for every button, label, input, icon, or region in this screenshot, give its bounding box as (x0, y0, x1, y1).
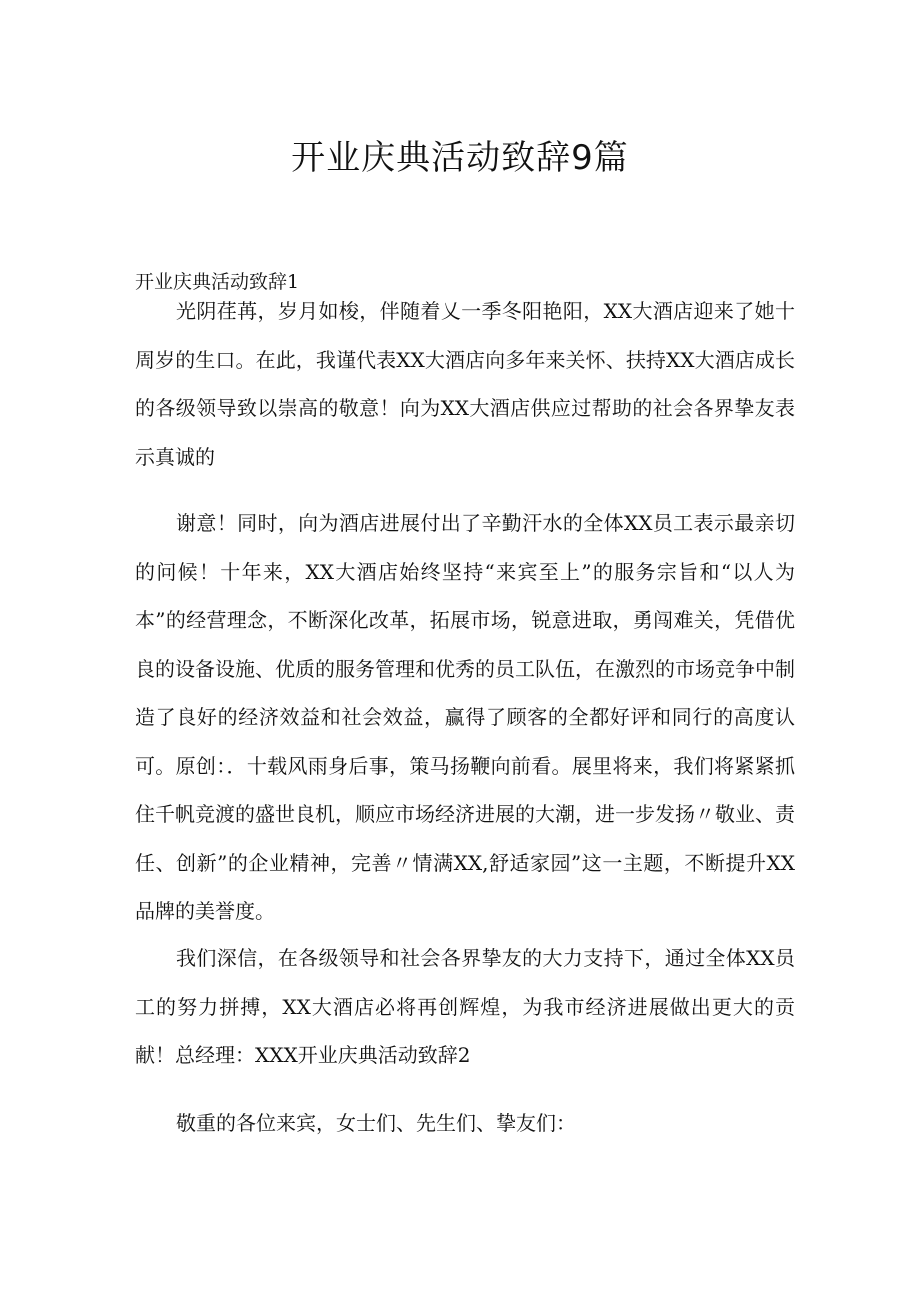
paragraph-1: 光阴荏苒，岁月如梭，伴随着乂一季冬阳艳阳，XX大酒店迎来了她十周岁的生口。在此，我谨代表XX大酒店向多年来关怀、扶持XX大酒店成长的各级领导致以崇高的敬意！向为XX大酒店供应过帮助的社会各界挚友表示真诚的 (135, 299, 795, 469)
paragraph-4: 敬重的各位来宾，女士们、先生们、挚友们： (176, 1111, 576, 1135)
paragraph-2: 谢意！同时，向为酒店进展付出了辛勤汗水的全体XX员工表示最亲切的问候！十年来，XX大酒店始终坚持“来宾至上”的服务宗旨和“以人为本”的经营理念，不断深化改革，拓展市场，锐意进取，勇闯难关，凭借优良的设备设施、优质的服务管理和优秀的员工队伍，在激烈的市场竞争中制造了良好的经济效益和社会效益，赢得了顾客的全都好评和同行的高度认可。原创：．十载风雨身后事，策马扬鞭向前看。展里将来，我们将紧紧抓住千帆竞渡的盛世良机，顺应市场经济进展的大潮，进一步发扬〃敬业、责任、创新”的企业精神，完善〃情满XX,舒适家园”这一主题，不断提升XX品牌的美誉度。 (135, 511, 795, 923)
document-title: 开业庆典活动致辞9篇 (291, 138, 629, 178)
section-heading: 开业庆典活动致辞1 (135, 271, 300, 293)
paragraph-3: 我们深信，在各级领导和社会各界挚友的大力支持下，通过全体XX员工的努力拼搏，XX大酒店必将再创辉煌，为我市经济进展做出更大的贡献！总经理：XXX开业庆典活动致辞2 (135, 946, 795, 1067)
